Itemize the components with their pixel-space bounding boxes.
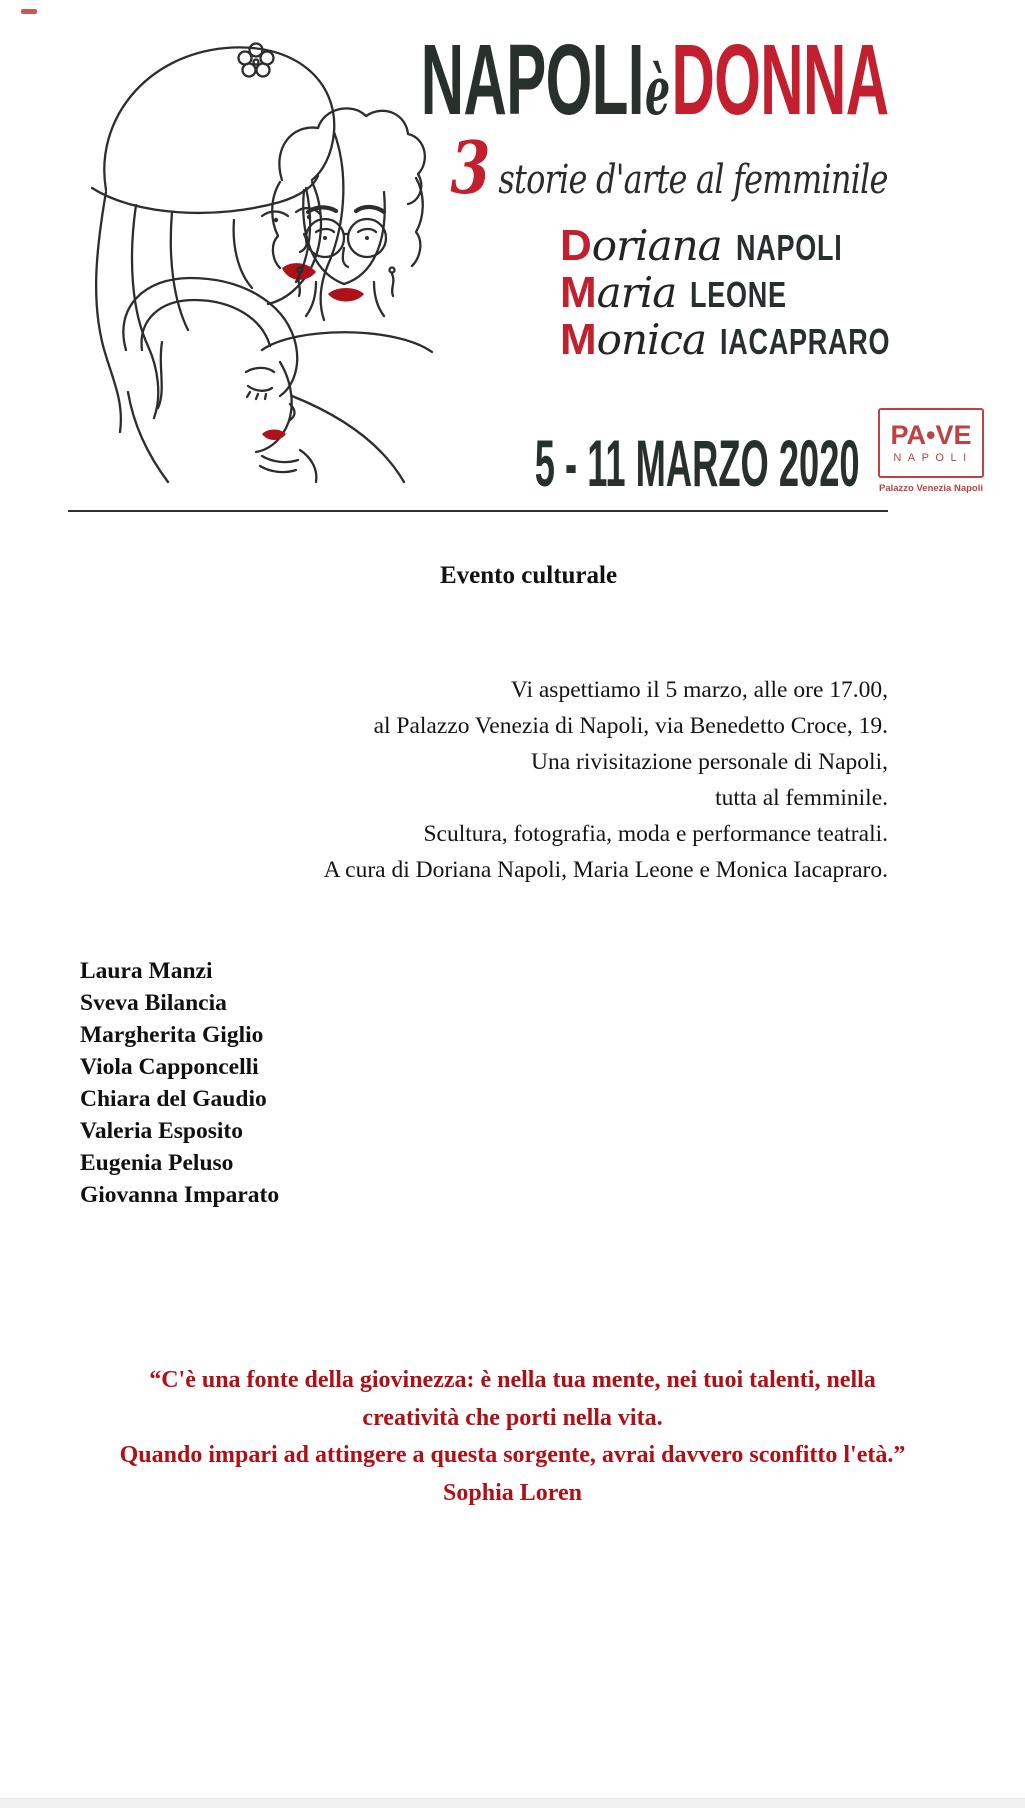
- event-subtitle: [450, 125, 888, 210]
- artist-first-name: oriana: [591, 221, 722, 270]
- section-title: Evento culturale: [440, 562, 618, 589]
- artist-row: [560, 315, 947, 365]
- quote-line: Quando impari ad attingere a questa sorgente, avrai davvero sconfitto l'età.”: [119, 1442, 906, 1468]
- intro-line: tutta al femminile.: [715, 785, 888, 811]
- participant-name: Valeria Esposito: [80, 1118, 243, 1144]
- red-mark-artifact: [21, 9, 37, 14]
- participants-list: [80, 955, 279, 1211]
- quote-author: Sophia Loren: [443, 1479, 582, 1506]
- participant-name: Viola Capponcelli: [80, 1054, 259, 1080]
- quote-line: creatività che porti nella vita.: [362, 1404, 663, 1431]
- participant-name: Laura Manzi: [80, 958, 213, 984]
- participant-name: Margherita Giglio: [80, 1022, 264, 1048]
- intro-line: Scultura, fotografia, moda e performance teatrali.: [423, 821, 888, 847]
- pave-logo-name: PA•VE: [890, 420, 972, 450]
- pave-logo: [878, 408, 984, 478]
- glasses-woman-illustration: [262, 108, 432, 352]
- participant-name: Chiara del Gaudio: [80, 1086, 267, 1112]
- artist-initial: D: [560, 221, 592, 270]
- artist-last-name: LEONE: [690, 274, 788, 315]
- intro-line: Vi aspettiamo il 5 marzo, alle ore 17.00,: [510, 677, 888, 703]
- participant-name: Sveva Bilancia: [80, 990, 227, 1016]
- artist-last-name: IACAPRARO: [720, 321, 891, 362]
- artist-row: [560, 221, 947, 271]
- event-dates: 5 - 11 MARZO 2020: [535, 426, 860, 500]
- title-napoli: NAPOLI: [420, 24, 644, 136]
- intro-line: Una rivisitazione personale di Napoli,: [531, 749, 888, 775]
- artist-first-name: onica: [596, 315, 706, 364]
- quote-line: “C'è una fonte della giovinezza: è nella tua mente, nei tuoi talenti, nella: [149, 1367, 876, 1393]
- subtitle-text: storie d'arte al femminile: [498, 157, 888, 203]
- title-donna: DONNA: [671, 24, 888, 136]
- artist-names: [560, 221, 947, 365]
- bowed-woman-illustration: [123, 278, 404, 482]
- artist-last-name: NAPOLI: [735, 227, 843, 268]
- pave-logo-city: NAPOLI: [893, 452, 973, 464]
- participant-name: Eugenia Peluso: [80, 1150, 234, 1176]
- artist-initial: M: [560, 315, 597, 364]
- quote-text: [50, 1362, 975, 1475]
- event-title: [420, 24, 888, 136]
- earring-icon: [390, 268, 395, 273]
- intro-line: A cura di Doriana Napoli, Maria Leone e Monica Iacapraro.: [323, 857, 888, 883]
- title-e: è: [644, 52, 670, 130]
- artist-initial: M: [560, 268, 597, 317]
- subtitle-number: 3: [450, 125, 491, 210]
- header-divider: [68, 510, 888, 512]
- artist-row: [560, 268, 947, 318]
- participant-name: Giovanna Imparato: [80, 1182, 280, 1208]
- intro-paragraph: [288, 672, 888, 888]
- pave-logo-caption: Palazzo Venezia Napoli: [878, 483, 983, 494]
- quote-block: [50, 1362, 975, 1512]
- artist-first-name: aria: [596, 268, 677, 317]
- page-bottom-bar: [0, 1798, 1025, 1808]
- intro-line: al Palazzo Venezia di Napoli, via Benedetto Croce, 19.: [373, 713, 888, 739]
